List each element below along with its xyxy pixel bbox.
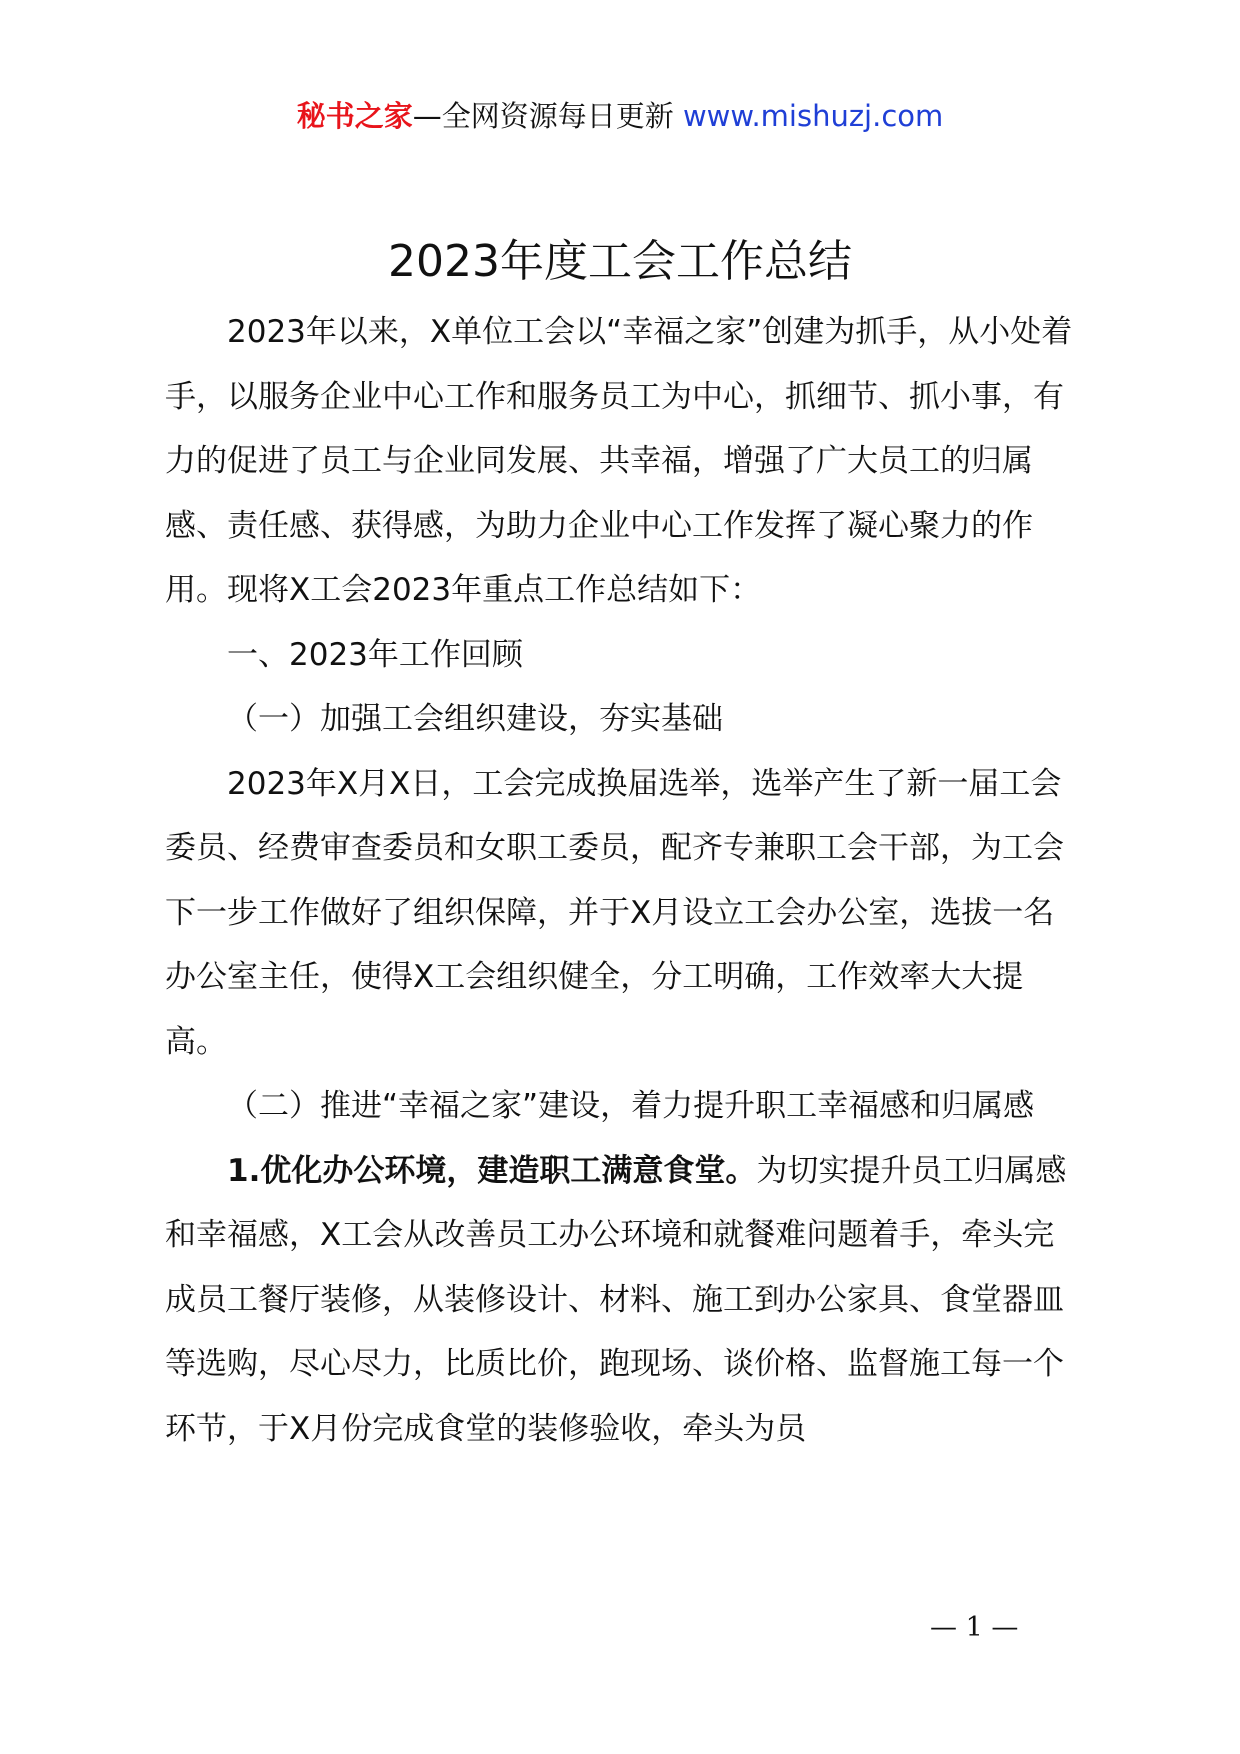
body-paragraph: 2023年X月X日，工会完成换届选举，选举产生了新一届工会委员、经费审查委员和女职工委员，配齐专兼职工会干部，为工会下一步工作做好了组织保障，并于X月设立工会办公室，选拔一名办公室主任，使得X工会组织健全，分工明确，工作效率大大提高。	[165, 765, 1064, 1060]
site-brand: 秘书之家	[296, 99, 413, 133]
site-tagline: —全网资源每日更新	[412, 99, 674, 133]
item-body: 为切实提升员工归属感和幸福感，X工会从改善员工办公环境和就餐难问题着手，牵头完成员工餐厅装修，从装修设计、材料、施工到办公家具、食堂器皿等选购，尽心尽力，比质比价，跑现场、谈价格、监督施工每一个环节，于X月份完成食堂的装修验收，牵头为员	[165, 1152, 1067, 1447]
page-number: — 1 —	[930, 1612, 1019, 1643]
site-header	[0, 96, 1240, 136]
site-url-link[interactable]: www.mishuzj.com	[682, 99, 944, 133]
document-title: 2023年度工会工作总结	[388, 236, 852, 287]
subsection-heading: （二）推进“幸福之家”建设，着力提升职工幸福感和归属感	[227, 1088, 1035, 1124]
intro-paragraph: 2023年以来，X单位工会以“幸福之家”创建为抓手，从小处着手，以服务企业中心工作和服务员工为中心，抓细节、抓小事，有力的促进了员工与企业同发展、共幸福，增强了广大员工的归属感、责任感、获得感，为助力企业中心工作发挥了凝心聚力的作用。现将X工会2023年重点工作总结如下：	[165, 314, 1073, 608]
item-lead: 1.优化办公环境，建造职工满意食堂。	[227, 1152, 757, 1189]
item-paragraph	[165, 1139, 1085, 1462]
subsection-heading: （一）加强工会组织建设，夯实基础	[227, 701, 723, 737]
document-body	[165, 300, 1085, 1461]
section-heading: 一、2023年工作回顾	[227, 636, 523, 673]
